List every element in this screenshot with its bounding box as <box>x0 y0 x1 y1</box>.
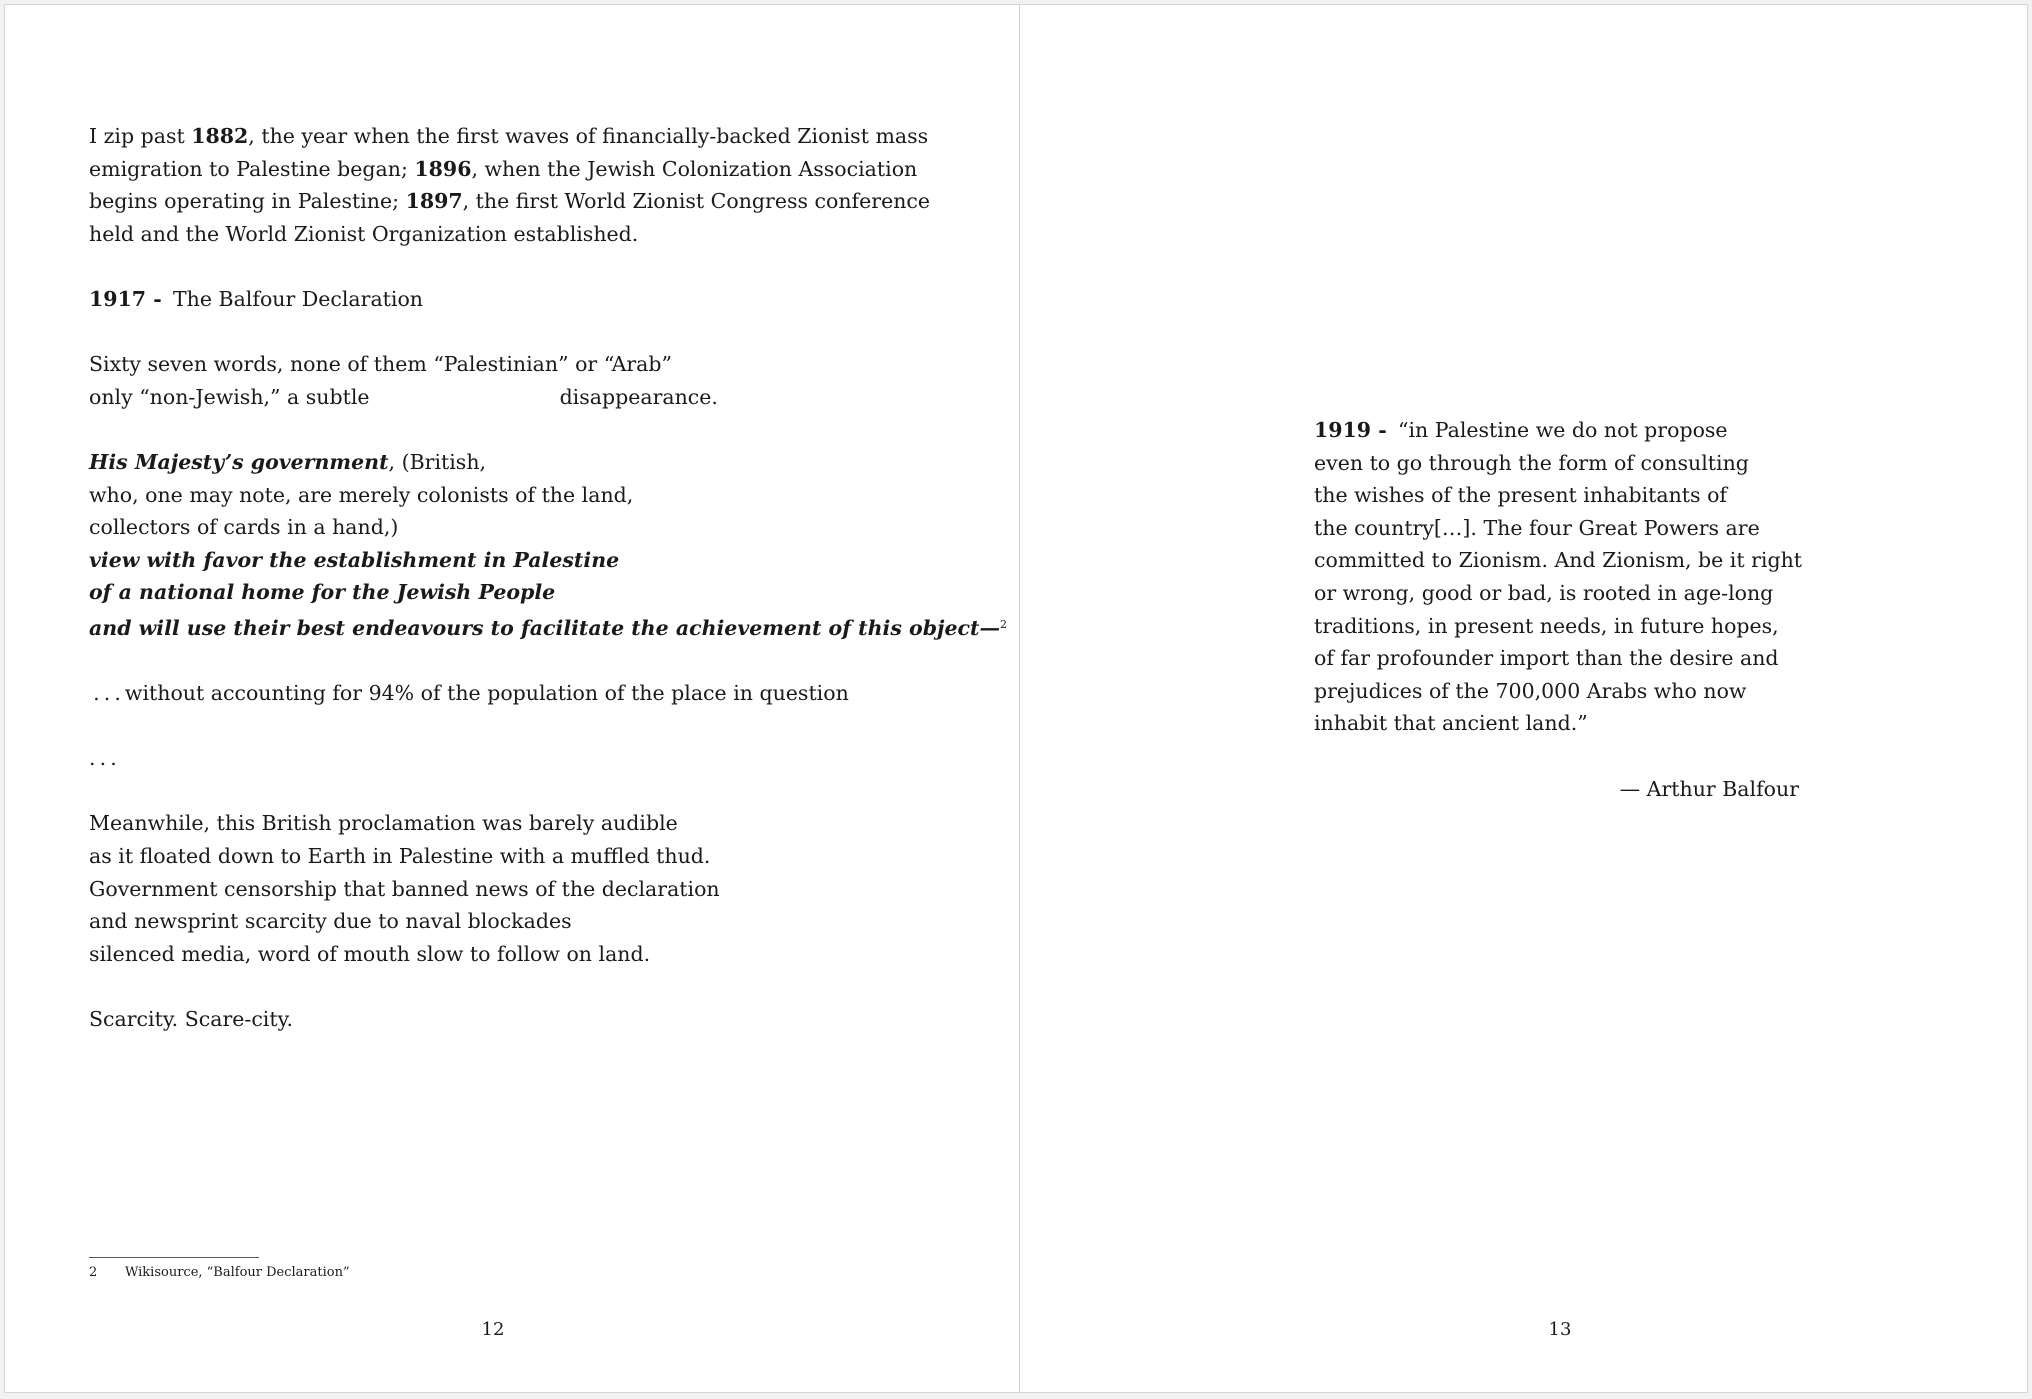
paragraph-spacer <box>89 710 989 743</box>
intro-line-1 <box>89 120 989 153</box>
disappearance-word: disappearance. <box>559 384 718 409</box>
paragraph-spacer <box>89 775 989 808</box>
declaration-line-2: who, one may note, are merely colonists of the land, <box>89 482 634 507</box>
meanwhile-line-3: Government censorship that banned news of the declaration <box>89 876 720 901</box>
left-page-body <box>89 120 1007 1036</box>
intro-text: , the year when the first waves of financially-backed Zionist mass <box>248 124 929 148</box>
quote-line-4: the country[…]. The four Great Powers are <box>1314 515 1760 540</box>
quote-line-8: of far profounder import than the desire and <box>1314 646 1779 671</box>
paragraph-spacer <box>1314 740 1914 773</box>
quote-attribution: — Arthur Balfour <box>1619 776 1799 801</box>
meanwhile-line-1: Meanwhile, this British proclamation was barely audible <box>89 811 678 836</box>
left-page <box>5 5 1018 1392</box>
paragraph-spacer <box>89 316 989 349</box>
year-1882: 1882 <box>191 124 249 148</box>
footnote-number: 2 <box>89 1265 98 1280</box>
intro-line-2 <box>89 153 989 186</box>
book-spread <box>4 4 2028 1393</box>
quote-line-1 <box>1314 414 1914 447</box>
declaration-line-5: of a national home for the Jewish People <box>89 580 556 605</box>
intro-text: emigration to Palestine began; <box>89 156 415 181</box>
intro-text: begins operating in Palestine; <box>89 189 406 214</box>
quote-line-6: or wrong, good or bad, is rooted in age-long <box>1314 580 1774 605</box>
right-page-body <box>1314 414 1914 805</box>
meanwhile-line-5: silenced media, word of mouth slow to follow on land. <box>89 941 651 966</box>
quote-year: 1919 - <box>1314 418 1387 442</box>
declaration-line-6 <box>89 609 1007 645</box>
footnote-divider <box>89 1257 259 1258</box>
declaration-text: , (British, <box>388 449 487 474</box>
his-majestys-government: His Majesty’s government <box>89 449 389 474</box>
intro-line-3 <box>89 185 989 218</box>
declaration-line-3: collectors of cards in a hand,) <box>89 515 399 540</box>
declaration-quote: and will use their best endeavours to facilitate the achievement of this object— <box>89 615 1000 640</box>
quote-line-7: traditions, in present needs, in future hopes, <box>1314 613 1779 638</box>
balfour-year: 1917 - <box>89 286 162 311</box>
sixty-seven-line-2 <box>89 381 989 414</box>
quote-text: “in Palestine we do not propose <box>1398 418 1728 442</box>
footnote <box>89 1265 350 1281</box>
paragraph-spacer <box>89 645 989 678</box>
footnote-text: Wikisource, “Balfour Declaration” <box>125 1265 350 1280</box>
quote-line-10: inhabit that ancient land.” <box>1314 711 1588 736</box>
balfour-heading <box>89 283 989 316</box>
declaration-line-4: view with favor the establishment in Palestine <box>89 547 620 572</box>
page-number-right: 13 <box>1548 1319 1572 1340</box>
meanwhile-line-2: as it floated down to Earth in Palestine with a muffled thud. <box>89 844 711 869</box>
year-1897: 1897 <box>405 189 463 214</box>
year-1896: 1896 <box>414 156 472 181</box>
accounting-line: . . . without accounting for 94% of the population of the place in question <box>89 681 849 706</box>
sixty-seven-text: only “non-Jewish,” a subtle <box>89 384 370 409</box>
right-page <box>1020 5 2029 1392</box>
intro-text: I zip past <box>89 124 192 148</box>
paragraph-spacer <box>89 413 989 446</box>
paragraph-spacer <box>89 250 989 283</box>
intro-text: , when the Jewish Colonization Association <box>471 156 918 181</box>
scarcity-line: Scarcity. Scare-city. <box>89 1007 293 1032</box>
declaration-line-1 <box>89 446 989 479</box>
meanwhile-line-4: and newsprint scarcity due to naval blockades <box>89 909 572 934</box>
quote-line-9: prejudices of the 700,000 Arabs who now <box>1314 678 1747 703</box>
intro-line-4: held and the World Zionist Organization established. <box>89 221 639 246</box>
ellipsis-line: . . . <box>89 746 117 771</box>
paragraph-spacer <box>89 970 989 1003</box>
intro-text: , the first World Zionist Congress conference <box>462 189 931 214</box>
quote-line-2: even to go through the form of consulting <box>1314 450 1749 475</box>
footnote-reference[interactable]: 2 <box>999 617 1007 631</box>
sixty-seven-line-1: Sixty seven words, none of them “Palestinian” or “Arab” <box>89 352 672 377</box>
balfour-title: The Balfour Declaration <box>173 286 424 311</box>
quote-line-5: committed to Zionism. And Zionism, be it right <box>1314 548 1803 573</box>
page-number-left: 12 <box>481 1319 505 1340</box>
quote-line-3: the wishes of the present inhabitants of <box>1314 483 1728 508</box>
